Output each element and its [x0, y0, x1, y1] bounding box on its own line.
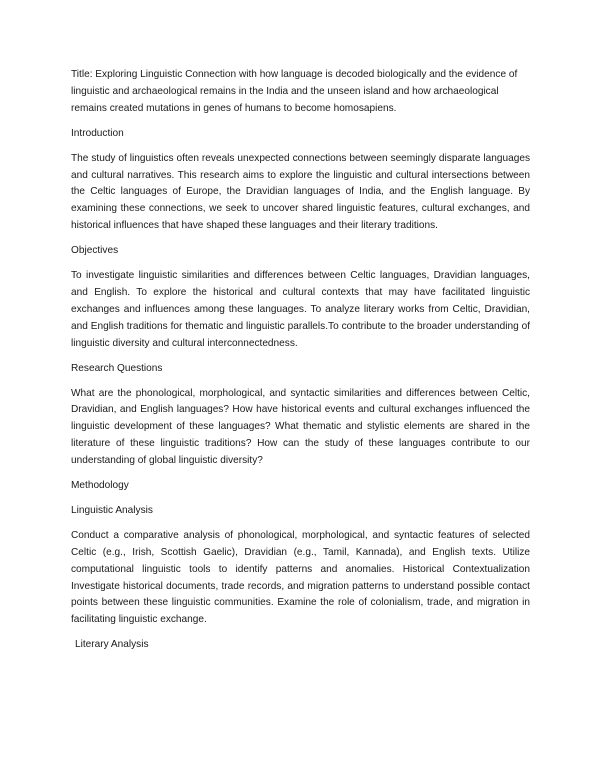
linguistic-analysis-paragraph: Conduct a comparative analysis of phonological, morphological, and syntactic features of selected Celtic (e.g., Irish, Scottish Gaelic), Dravidian (e.g., Tamil, Kannada), and English texts. Utilize computational linguistic tools to identify patterns and anomalies. Historical Contextualization Investigate historical documents, trade records, and migration patterns to understand possible contact points between these linguistic communities. Examine the role of colonialism, trade, and migration in facilitating linguistic exchange.: [71, 529, 530, 626]
research-questions-paragraph: What are the phonological, morphological, and syntactic similarities and differences between Celtic, Dravidian, and English languages? How have historical events and cultural exchanges influenced the linguistic development of these languages? What thematic and stylistic elements are shared in the literature of these linguistic traditions? How can the study of these languages contribute to our understanding of global linguistic diversity?: [71, 387, 530, 467]
literary-analysis-heading: Literary Analysis: [75, 639, 149, 651]
methodology-heading: Methodology: [71, 480, 129, 492]
objectives-paragraph: To investigate linguistic similarities and differences between Celtic languages, Dravidian languages, and English. To explore the historical and cultural contexts that may have facilitated linguistic exchanges and influences among these languages. To analyze literary works from Celtic, Dravidian, and English traditions for thematic and linguistic parallels.To contribute to the broader understanding of linguistic diversity and cultural interconnectedness.: [71, 270, 530, 349]
title-paragraph: Title: Exploring Linguistic Connection with how language is decoded biologically and the evidence of linguistic and archaeological remains in the India and the unseen island and how archaeological remains created mutations in genes of humans to become homosapiens.: [71, 69, 518, 114]
objectives-heading: Objectives: [71, 245, 119, 257]
introduction-paragraph: The study of linguistics often reveals unexpected connections between seemingly disparate languages and cultural narratives. This research aims to explore the linguistic and cultural intersections between the Celtic languages of Europe, the Dravidian languages of India, and the English language. By examining these connections, we seek to uncover shared linguistic features, cultural exchanges, and historical influences that have shaped these languages and their literary traditions.: [71, 152, 530, 232]
research-questions-heading: Research Questions: [71, 362, 163, 374]
introduction-heading: Introduction: [71, 127, 124, 139]
linguistic-analysis-heading: Linguistic Analysis: [71, 504, 153, 516]
